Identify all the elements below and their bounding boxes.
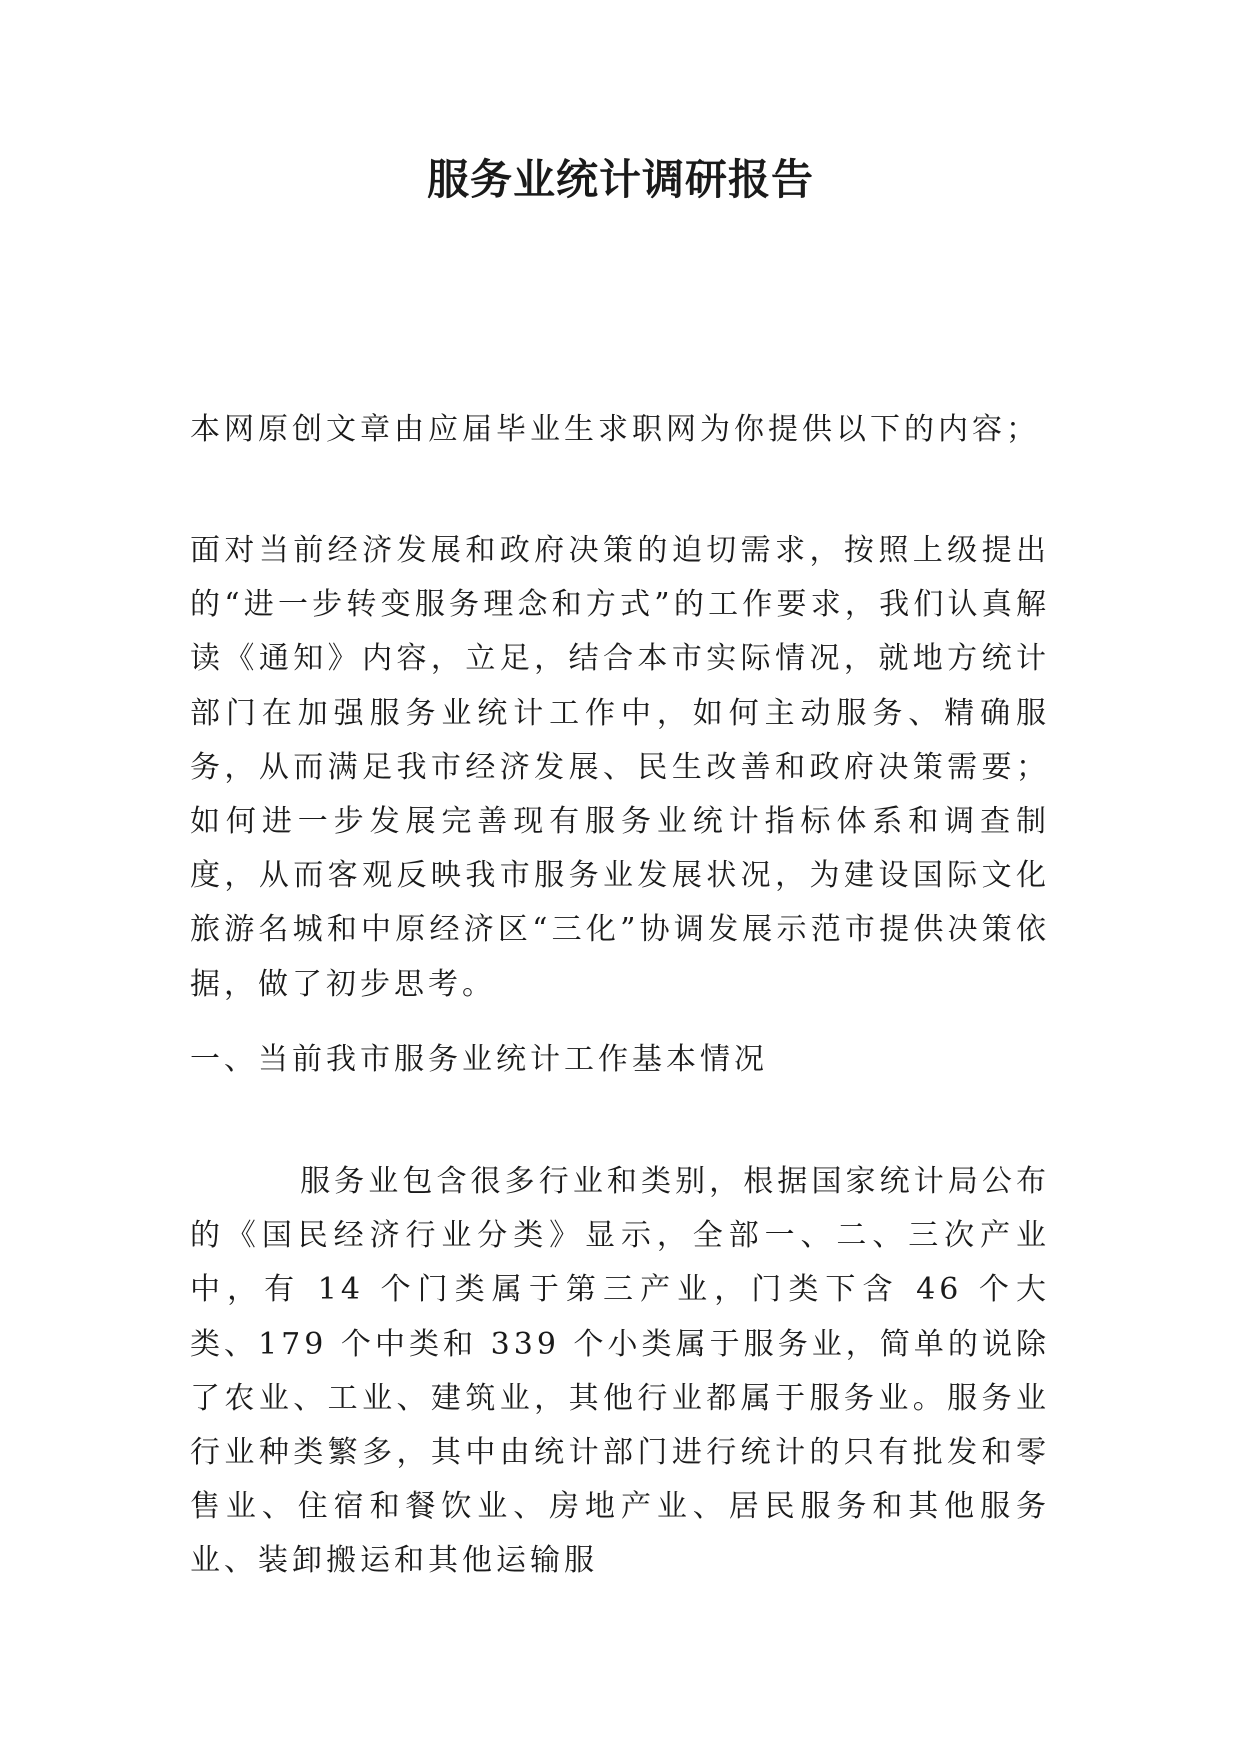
document-title: 服务业统计调研报告: [426, 155, 814, 204]
paragraph-background: 面对当前经济发展和政府决策的迫切需求，按照上级提出的“进一步转变服务理念和方式”的工作要求，我们认真解读《通知》内容，立足，结合本市实际情况，就地方统计部门在加强服务业统计工作中，如何主动服务、精确服务，从而满足我市经济发展、民生改善和政府决策需要；如何进一步发展完善现有服务业统计指标体系和调查制度，从而客观反映我市服务业发展状况，为建设国际文化旅游名城和中原经济区“三化”协调发展示范市提供决策依据，做了初步思考。: [190, 533, 1050, 1002]
intro-line: 本网原创文章由应届毕业生求职网为你提供以下的内容；: [190, 412, 1040, 447]
paragraph-basic-situation-text: 服务业包含很多行业和类别，根据国家统计局公布的《国民经济行业分类》显示，全部一、二、三次产业中，有 14 个门类属于第三产业，门类下含 46 个大类、179 个中类和 339 个小类属于服务业，简单的说除了农业、工业、建筑业，其他行业都属于服务业。服务业行业种类繁多，其中由统计部门进行统计的只有批发和零售业、住宿和餐饮业、房地产业、居民服务和其他服务业、装卸搬运和其他运输服: [190, 1164, 1050, 1579]
paragraph-basic-situation: [190, 1155, 1050, 1589]
section-heading: 一、当前我市服务业统计工作基本情况: [190, 1042, 768, 1077]
